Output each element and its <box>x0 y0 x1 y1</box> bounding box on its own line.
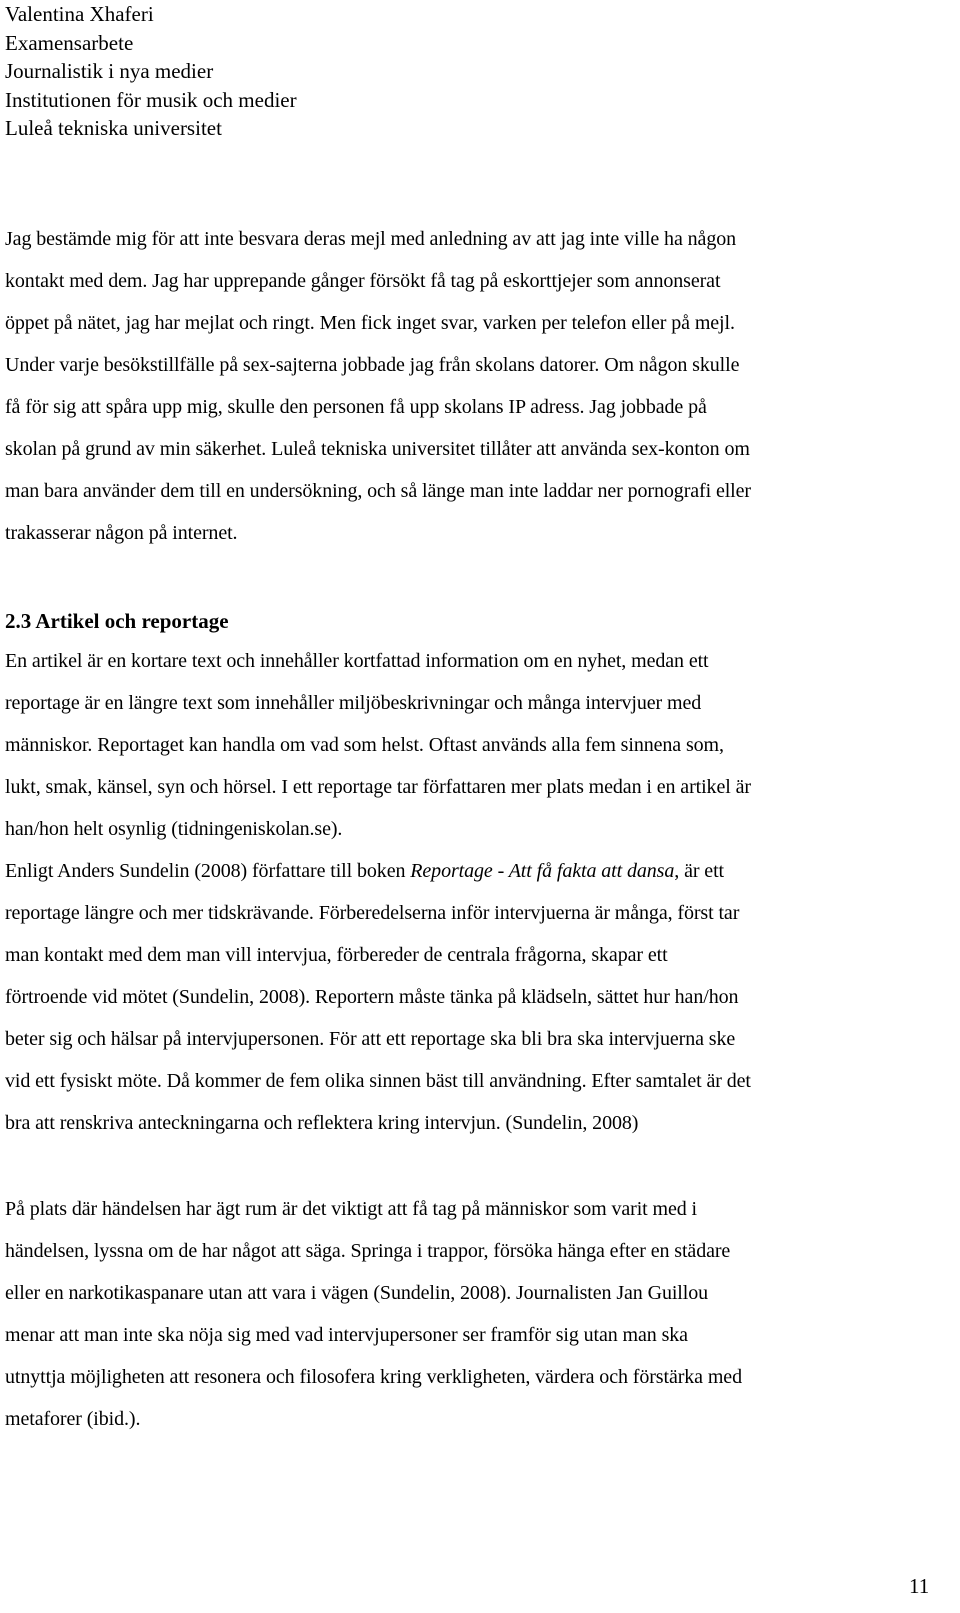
book-title: Reportage - Att få fakta att dansa <box>410 860 675 882</box>
text-line: reportage längre och mer tidskrävande. Förberedelserna inför intervjuerna är många, först tar <box>5 902 740 924</box>
text-line: bra att renskriva anteckningarna och reflektera kring intervjun. (Sundelin, 2008) <box>5 1112 639 1134</box>
text-line <box>5 850 935 892</box>
text-line: vid ett fysiskt möte. Då kommer de fem olika sinnen bäst till användning. Efter samtalet är det <box>5 1070 751 1092</box>
text-line: metaforer (ibid.). <box>5 1408 141 1430</box>
text-line: lukt, smak, känsel, syn och hörsel. I ett reportage tar författaren mer plats medan i en artikel är <box>5 776 751 798</box>
text-line: Under varje besökstillfälle på sex-sajterna jobbade jag från skolans datorer. Om någon skulle <box>5 354 740 376</box>
program-name: Journalistik i nya medier <box>5 59 214 83</box>
text-line: han/hon helt osynlig (tidningeniskolan.se). <box>5 818 343 840</box>
text-line: kontakt med dem. Jag har upprepande gånger försökt få tag på eskorttjejer som annonserat <box>5 270 721 292</box>
text-line: utnyttja möjligheten att resonera och filosofera kring verkligheten, värdera och förstärka med <box>5 1366 742 1388</box>
paragraph-anonymity <box>5 218 935 554</box>
text-line: händelsen, lyssna om de har något att säga. Springa i trappor, försöka hänga efter en städare <box>5 1240 731 1262</box>
text-line: trakasserar någon på internet. <box>5 522 238 544</box>
department-name: Institutionen för musik och medier <box>5 87 297 112</box>
text-line: förtroende vid mötet (Sundelin, 2008). Reportern måste tänka på klädseln, sättet hur han/hon <box>5 986 739 1008</box>
text-line: man bara använder dem till en undersökning, och så länge man inte laddar ner pornografi eller <box>5 480 751 502</box>
paragraph-article-vs-reportage <box>5 640 935 850</box>
document-type: Examensarbete <box>5 30 134 55</box>
text-line: En artikel är en kortare text och innehåller kortfattad information om en nyhet, medan ett <box>5 650 709 672</box>
text-line: skolan på grund av min säkerhet. Luleå tekniska universitet tillåter att använda sex-konton om <box>5 438 750 460</box>
text-line: På plats där händelsen har ägt rum är det viktigt att få tag på människor som varit med i <box>5 1198 698 1220</box>
text-fragment: Enligt Anders Sundelin (2008) författare till boken <box>5 860 411 882</box>
paragraph-sundelin <box>5 850 935 1144</box>
text-line: beter sig och hälsar på intervjupersonen. För att ett reportage ska bli bra ska intervjuerna ske <box>5 1028 736 1050</box>
text-fragment: , är ett <box>674 860 724 882</box>
university-name: Luleå tekniska universitet <box>5 116 222 140</box>
paragraph-on-location <box>5 1188 935 1440</box>
text-line: Jag bestämde mig för att inte besvara deras mejl med anledning av att jag inte ville ha någon <box>5 228 737 250</box>
section-heading: 2.3 Artikel och reportage <box>5 609 229 633</box>
text-line: eller en narkotikaspanare utan att vara i vägen (Sundelin, 2008). Journalisten Jan Guillou <box>5 1282 709 1304</box>
page-number: 11 <box>909 1574 930 1598</box>
text-line: människor. Reportaget kan handla om vad som helst. Oftast används alla fem sinnena som, <box>5 734 724 756</box>
document-header <box>5 0 935 143</box>
text-line: få för sig att spåra upp mig, skulle den personen få upp skolans IP adress. Jag jobbade på <box>5 396 707 418</box>
author-name: Valentina Xhaferi <box>5 2 154 26</box>
text-line: menar att man inte ska nöja sig med vad intervjupersoner ser framför sig utan man ska <box>5 1324 688 1346</box>
text-line: öppet på nätet, jag har mejlat och ringt. Men fick inget svar, varken per telefon eller på mejl. <box>5 312 735 334</box>
text-line: reportage är en längre text som innehåller miljöbeskrivningar och många intervjuer med <box>5 692 702 714</box>
text-line: man kontakt med dem man vill intervjua, förbereder de centrala frågorna, skapar ett <box>5 944 668 966</box>
